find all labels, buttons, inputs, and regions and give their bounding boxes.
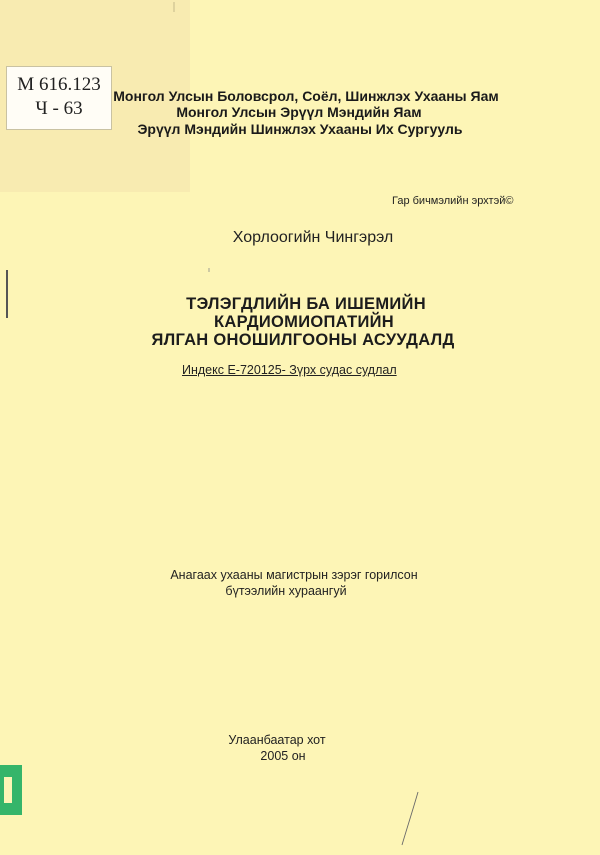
thesis-title-line1: ТЭЛЭГДЛИЙН БА ИШЕМИЙН bbox=[186, 295, 426, 313]
thesis-title-line2: КАРДИОМИОПАТИЙН bbox=[213, 313, 394, 331]
ministry-health-heading: Монгол Улсын Эрүүл Мэндийн Яам bbox=[176, 104, 422, 120]
ministry-education-heading: Монгол Улсын Боловсрол, Соёл, Шинжлэх Ухааны Яам bbox=[113, 88, 499, 104]
publication-year: 2005 он bbox=[260, 749, 306, 763]
call-number-line2: Ч - 63 bbox=[35, 98, 83, 119]
thesis-title-line3: ЯЛГАН ОНОШИЛГООНЫ АСУУДАЛД bbox=[151, 331, 455, 349]
publication-city: Улаанбаатар хот bbox=[228, 733, 326, 747]
green-library-tab bbox=[0, 765, 22, 815]
author-name: Хорлоогийн Чингэрэл bbox=[232, 229, 394, 246]
specialty-index: Индекс Е-720125- Зүрх судас судлал bbox=[182, 363, 397, 377]
university-heading: Эрүүл Мэндийн Шинжлэх Ухааны Их Сургууль bbox=[137, 121, 463, 137]
degree-statement-line1: Анагаах ухааны магистрын зэрэг горилсон bbox=[170, 568, 418, 582]
degree-statement-line2: бүтээлийн хураангуй bbox=[225, 584, 347, 598]
call-number-line1: M 616.123 bbox=[17, 74, 101, 95]
copyright-note: Гар бичмэлийн эрхтэй© bbox=[392, 195, 514, 207]
